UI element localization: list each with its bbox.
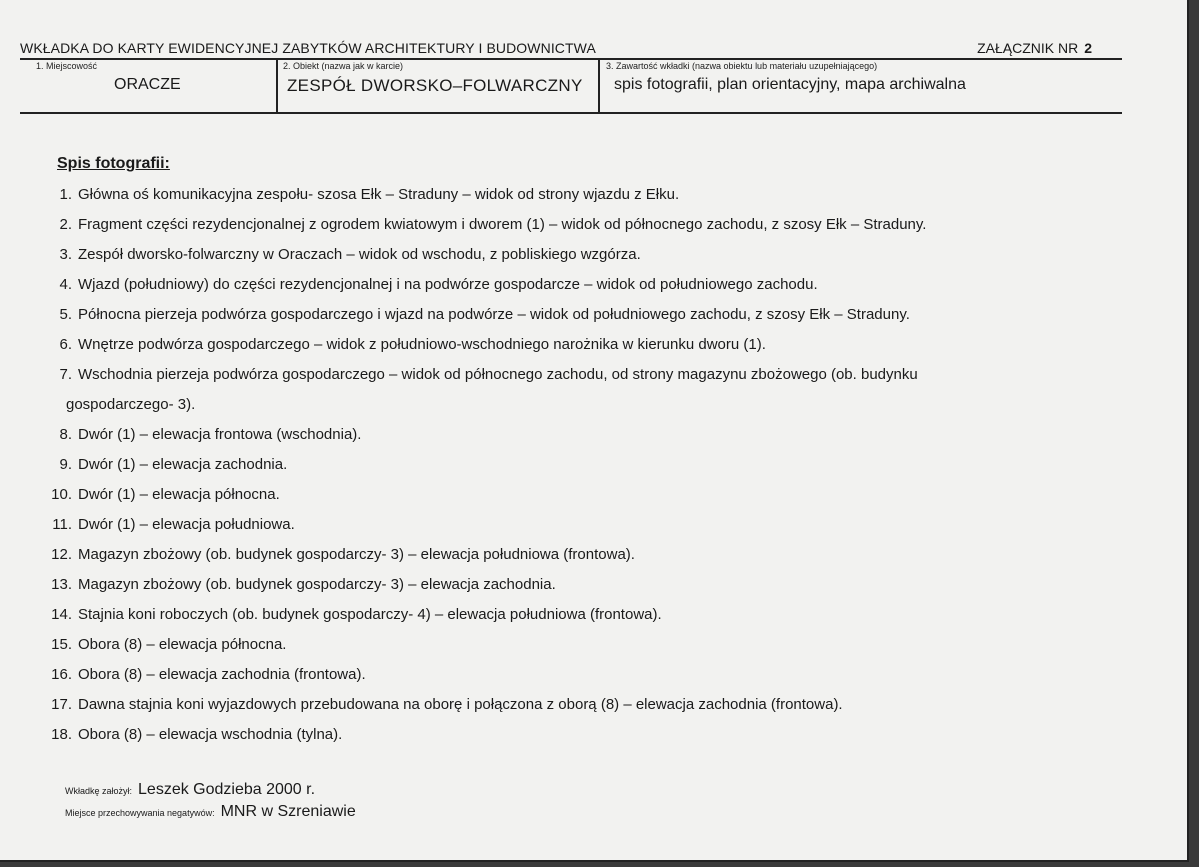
attachment-label xyxy=(977,40,1092,56)
locality-value: ORACZE xyxy=(114,76,181,93)
list-item-number: 12. xyxy=(51,546,72,563)
list-item xyxy=(40,540,1110,570)
object-label: 2. Obiekt (nazwa jak w karcie) xyxy=(283,61,404,71)
list-item-text: Zespół dworsko-folwarczny w Oraczach – widok od wschodu, z pobliskiego wzgórza. xyxy=(78,246,641,263)
list-item-text: Dwór (1) – elewacja frontowa (wschodnia). xyxy=(78,426,362,443)
list-item-number: 15. xyxy=(51,636,72,653)
list-item xyxy=(40,660,1110,690)
list-item-text: Wnętrze podwórza gospodarczego – widok z południowo-wschodniego narożnika w kierunku dworu (1). xyxy=(78,336,766,353)
author-label: Wkładkę założył: xyxy=(65,786,133,796)
list-item-text: Dwór (1) – elewacja południowa. xyxy=(78,516,295,533)
list-item-text: Obora (8) – elewacja północna. xyxy=(78,636,287,653)
list-item xyxy=(40,420,1110,450)
list-item-number: 4. xyxy=(59,276,72,293)
list-item-number: 10. xyxy=(51,486,72,503)
list-item-text: Magazyn zbożowy (ob. budynek gospodarczy- 3) – elewacja południowa (frontowa). xyxy=(78,546,635,563)
list-item-text: Obora (8) – elewacja zachodnia (frontowa). xyxy=(78,666,366,683)
list-item xyxy=(40,480,1110,510)
header-title: WKŁADKA DO KARTY EWIDENCYJNEJ ZABYTKÓW ARCHITEKTURY I BUDOWNICTWA xyxy=(20,40,596,56)
list-item-text: Obora (8) – elewacja wschodnia (tylna). xyxy=(78,726,343,743)
list-item-text: Wjazd (południowy) do części rezydencjonalnej i na podwórze gospodarcze – widok od południowego zachodu. xyxy=(78,276,818,293)
author-value: Leszek Godzieba 2000 r. xyxy=(138,781,316,798)
cell-divider-1 xyxy=(276,60,278,112)
list-item-text: Północna pierzeja podwórza gospodarczego i wjazd na podwórze – widok od południowego zachodu, z szosy Ełk – Straduny. xyxy=(78,306,910,323)
list-item-number: 5. xyxy=(59,306,72,323)
list-item xyxy=(40,600,1110,630)
contents-label: 3. Zawartość wkładki (nazwa obiektu lub materiału uzupełniającego) xyxy=(606,61,878,71)
list-item-number: 2. xyxy=(59,216,72,233)
list-item-text: Wschodnia pierzeja podwórza gospodarczego – widok od północnego zachodu, od strony magazynu zbożowego (ob. budynku xyxy=(78,366,918,383)
list-item xyxy=(40,360,1110,420)
list-item-text: Magazyn zbożowy (ob. budynek gospodarczy- 3) – elewacja zachodnia. xyxy=(78,576,556,593)
list-item-text: Dawna stajnia koni wyjazdowych przebudowana na oborę i połączona z oborą (8) – elewacja zachodnia (frontowa). xyxy=(78,696,843,713)
list-item-text: Główna oś komunikacyjna zespołu- szosa Ełk – Straduny – widok od strony wjazdu z Ełku. xyxy=(78,186,680,203)
list-item xyxy=(40,720,1110,750)
list-item-number: 16. xyxy=(51,666,72,683)
cell-divider-2 xyxy=(598,60,600,112)
list-item-number: 6. xyxy=(59,336,72,353)
list-item-number: 18. xyxy=(51,726,72,743)
list-item-number: 11. xyxy=(52,516,72,533)
header-rule-top xyxy=(20,58,1122,60)
list-item-number: 13. xyxy=(51,576,72,593)
contents-value: spis fotografii, plan orientacyjny, mapa archiwalna xyxy=(614,76,966,93)
list-item xyxy=(40,630,1110,660)
header-rule-bottom xyxy=(20,112,1122,114)
storage-label: Miejsce przechowywania negatywów: xyxy=(65,808,215,818)
list-item xyxy=(40,570,1110,600)
list-item-text: Stajnia koni roboczych (ob. budynek gospodarczy- 4) – elewacja południowa (frontowa). xyxy=(78,606,662,623)
storage-value: MNR w Szreniawie xyxy=(220,803,356,820)
list-item-number: 7. xyxy=(59,366,72,383)
attachment-number: 2 xyxy=(1084,40,1092,56)
list-item xyxy=(40,270,1110,300)
photo-list xyxy=(40,180,1110,750)
list-item-text: Dwór (1) – elewacja zachodnia. xyxy=(78,456,288,473)
list-item xyxy=(40,210,1110,240)
list-item-number: 1. xyxy=(59,186,72,203)
list-item xyxy=(40,300,1110,330)
list-item-number: 14. xyxy=(51,606,72,623)
locality-label: 1. Miejscowość xyxy=(36,61,98,71)
list-item-text-continued: gospodarczego- 3). xyxy=(66,396,196,413)
list-item xyxy=(40,330,1110,360)
list-item xyxy=(40,690,1110,720)
storage-line xyxy=(65,803,356,821)
list-item-number: 3. xyxy=(59,246,72,263)
list-item xyxy=(40,180,1110,210)
list-item-text: Fragment części rezydencjonalnej z ogrodem kwiatowym i dworem (1) – widok od północnego zachodu, z szosy Ełk – Straduny. xyxy=(78,216,927,233)
list-item xyxy=(40,450,1110,480)
list-item-number: 9. xyxy=(59,456,72,473)
list-item-number: 17. xyxy=(51,696,72,713)
attachment-label-text: ZAŁĄCZNIK NR xyxy=(977,40,1079,56)
photo-list-title: Spis fotografii: xyxy=(57,155,170,172)
object-value: ZESPÓŁ DWORSKO–FOLWARCZNY xyxy=(287,76,583,95)
list-item xyxy=(40,240,1110,270)
author-line xyxy=(65,781,315,799)
list-item xyxy=(40,510,1110,540)
list-item-text: Dwór (1) – elewacja północna. xyxy=(78,486,280,503)
list-item-number: 8. xyxy=(59,426,72,443)
